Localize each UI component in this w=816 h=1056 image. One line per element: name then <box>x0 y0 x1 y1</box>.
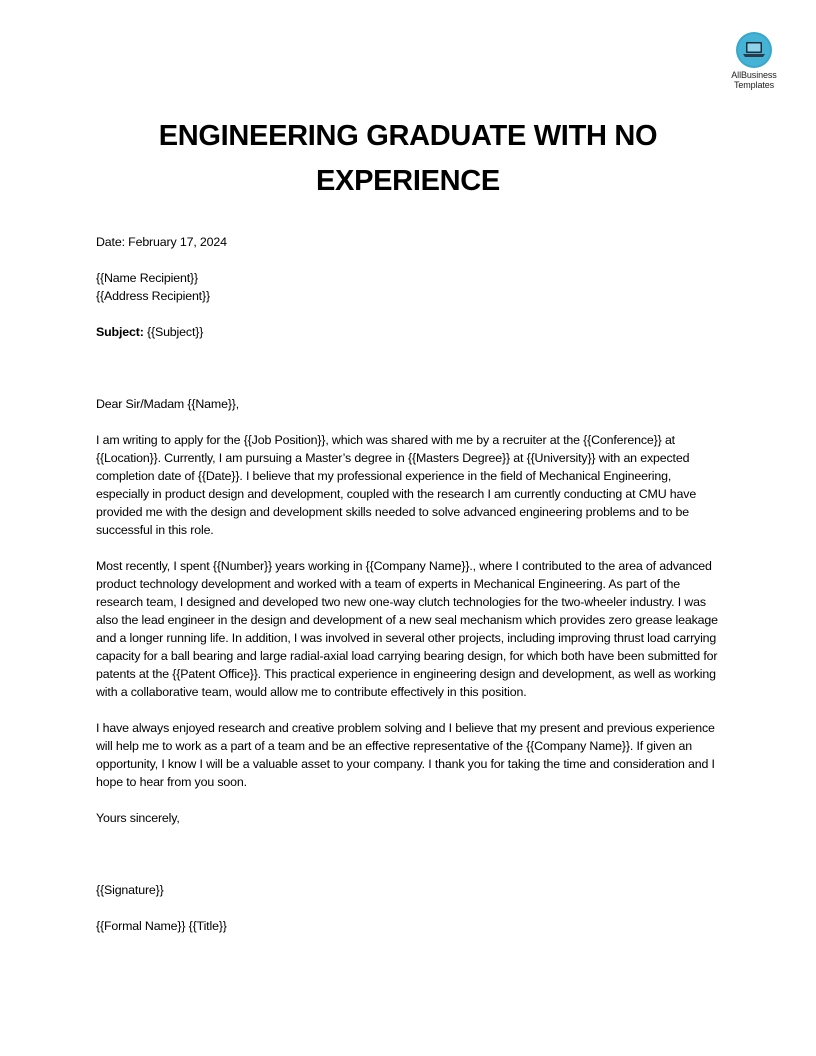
paragraph-1: I am writing to apply for the {{Job Position}}, which was shared with me by a recruiter at the {{Conference}} at {{Location}}. Currently, I am pursuing a Master’s degree in {{Masters Degree}} at {{University}} with an expected completion date of {{Date}}. I believe that my professional experience in the field of Mechanical Engineering, especially in product design and development, coupled with the research I am currently conducting at CMU have provided me with the design and development skills needed to solve advanced engineering problems and to be successful in this role. <box>96 433 697 537</box>
signature: {{Signature}} <box>96 883 164 897</box>
letter-body <box>96 233 726 935</box>
document-title: ENGINEERING GRADUATE WITH NO EXPERIENCE <box>158 120 658 197</box>
subject-line <box>96 323 726 341</box>
subject-value: {{Subject}} <box>143 325 204 339</box>
logo-text-line1: AllBusiness <box>731 70 777 80</box>
salutation: Dear Sir/Madam {{Name}}, <box>96 397 240 411</box>
laptop-icon <box>736 32 772 68</box>
logo-text-line2: Templates <box>733 80 775 90</box>
paragraph-2: Most recently, I spent {{Number}} years working in {{Company Name}}., where I contributed to the area of advanced product technology development and worked with a team of experts in Mechanical Engineering. As part of the research team, I designed and developed two new one-way clutch technologies for the two-wheeler industry. I was also the lead engineer in the design and development of a new seal mechanism which provides zero grease leakage and a longer running life. In addition, I was involved in several other projects, including improving thrust load carrying capacity for a ball bearing and large radial-axial load carrying bearing design, for which both have been submitted for patents at the {{Patent Office}}. This practical experience in engineering design and development, as well as working with a collaborative team, would allow me to contribute effectively in this position. <box>96 559 718 699</box>
recipient-address: {{Address Recipient}} <box>96 289 210 303</box>
subject-label: Subject: <box>96 325 144 339</box>
formal-name-title: {{Formal Name}} {{Title}} <box>96 919 227 933</box>
paragraph-3: I have always enjoyed research and creative problem solving and I believe that my present and previous experience will help me to work as a part of a team and be an effective representative of the {{Company Name}}. If given an opportunity, I know I will be a valuable asset to your company. I thank you for taking the time and consideration and I hope to hear from you soon. <box>96 721 715 789</box>
date-line: Date: February 17, 2024 <box>96 235 227 249</box>
logo-text <box>722 70 786 90</box>
allbusiness-templates-logo <box>722 32 786 90</box>
recipient-name: {{Name Recipient}} <box>96 271 199 285</box>
closing: Yours sincerely, <box>96 811 180 825</box>
